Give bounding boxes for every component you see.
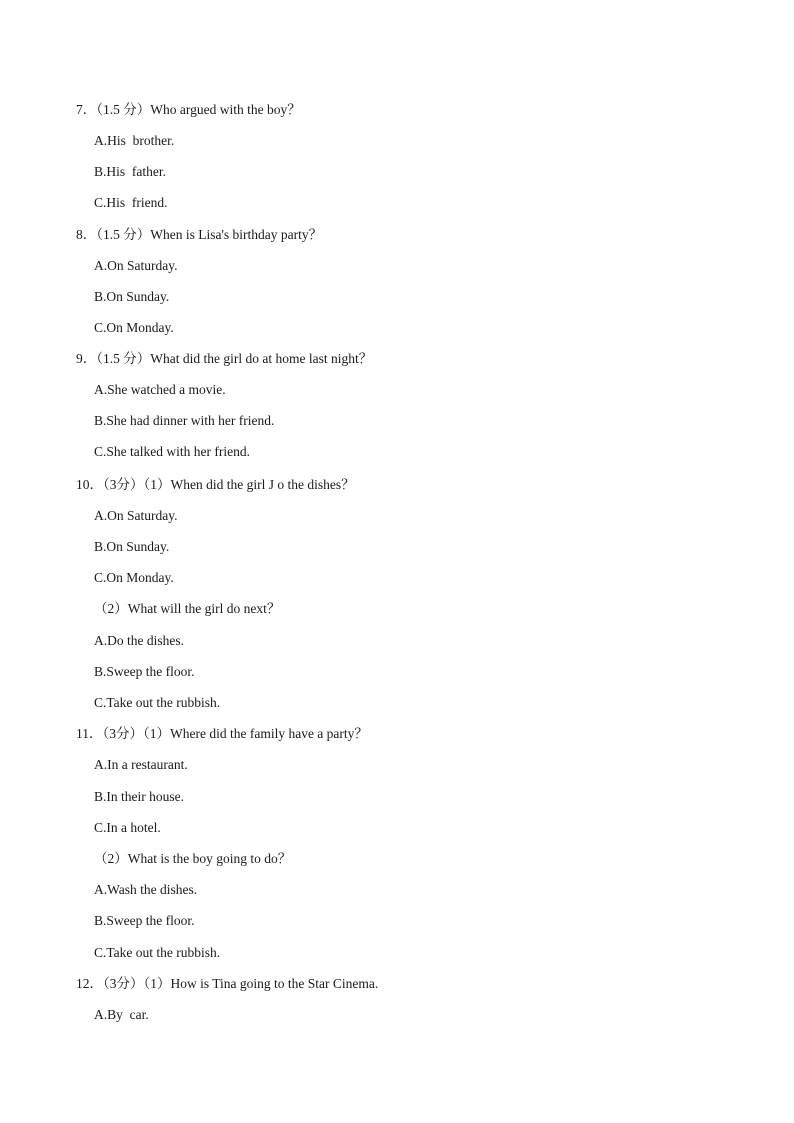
question-9: 9．（1.5 分）What did the girl do at home last night？ <box>76 351 373 366</box>
sub-question: （2）What is the boy going to do？ <box>94 851 292 866</box>
sub-question: （2）What will the girl do next？ <box>94 601 281 616</box>
option-line: B.Sweep the floor. <box>94 913 195 928</box>
option-line: B.Sweep the floor. <box>94 664 195 679</box>
option-line: C.On Monday. <box>94 570 174 585</box>
option-line: B.On Sunday. <box>94 289 170 304</box>
option-line: A.On Saturday. <box>94 508 178 523</box>
question-10: 10．（3分）（1）When did the girl J o the dishes？ <box>76 477 355 492</box>
question-7: 7．（1.5 分）Who argued with the boy？ <box>76 102 301 117</box>
option-line: C.She talked with her friend. <box>94 444 250 459</box>
option-line: C.His friend. <box>94 195 168 210</box>
option-line: A.Wash the dishes. <box>94 882 198 897</box>
question-8: 8．（1.5 分）When is Lisa's birthday party？ <box>76 227 323 242</box>
question-12: 12．（3分）（1）How is Tina going to the Star Cinema. <box>76 976 379 991</box>
option-line: C.Take out the rubbish. <box>94 945 221 960</box>
option-line: C.On Monday. <box>94 320 174 335</box>
option-line: A.She watched a movie. <box>94 382 226 397</box>
option-line: A.Do the dishes. <box>94 633 184 648</box>
option-line: B.She had dinner with her friend. <box>94 413 275 428</box>
option-line: B.On Sunday. <box>94 539 170 554</box>
option-line: C.Take out the rubbish. <box>94 695 221 710</box>
option-line: A.On Saturday. <box>94 258 178 273</box>
question-11: 11．（3分）（1）Where did the family have a party？ <box>76 726 368 741</box>
option-line: C.In a hotel. <box>94 820 161 835</box>
option-line: A.His brother. <box>94 133 175 148</box>
option-line: B.His father. <box>94 164 166 179</box>
option-line: A.In a restaurant. <box>94 757 188 772</box>
option-line: B.In their house. <box>94 789 184 804</box>
option-line: A.By car. <box>94 1007 149 1022</box>
